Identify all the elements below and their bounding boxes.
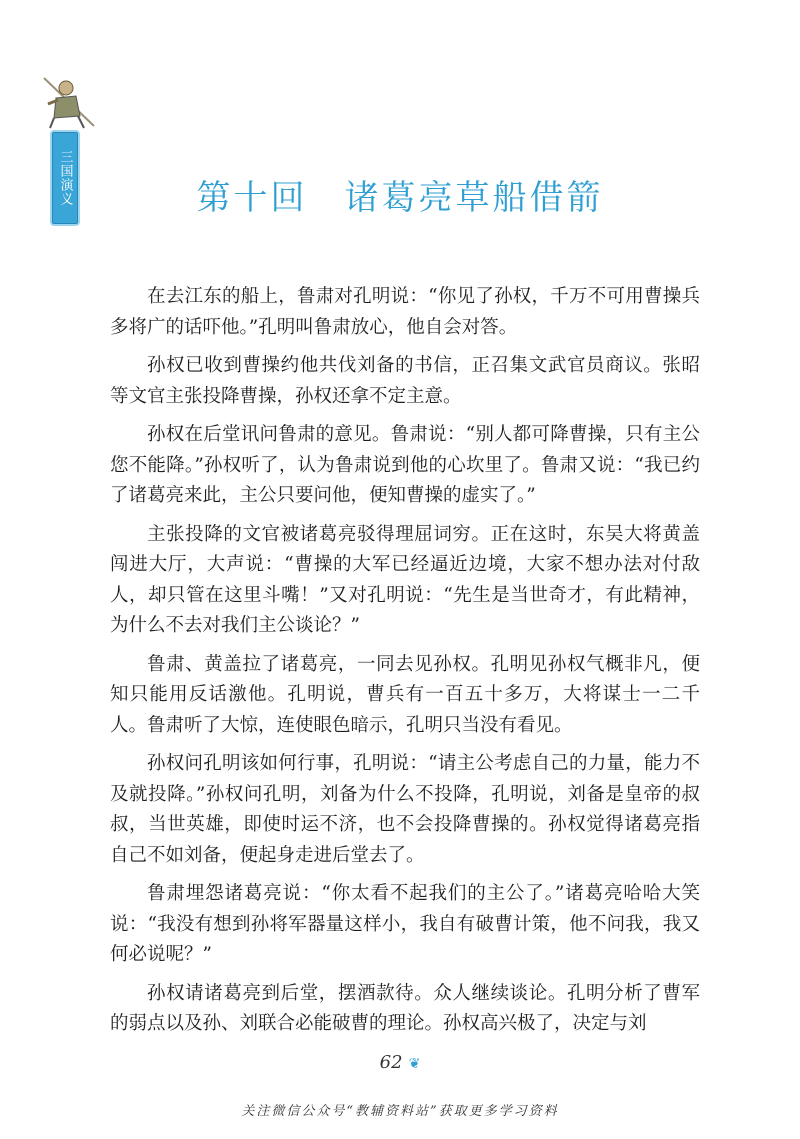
leaf-ornament-icon: ❦: [408, 1056, 421, 1072]
paragraph: 孙权在后堂讯问鲁肃的意见。鲁肃说：“别人都可降曹操，只有主公您不能降。”孙权听了，认为鲁肃说到他的心坎里了。鲁肃又说：“我已约了诸葛亮来此，主公只要问他，便知曹操的虚实了。”: [110, 424, 700, 506]
paragraph: 在去江东的船上，鲁肃对孔明说：“你见了孙权，千万不可用曹操兵多将广的话吓他。”孔明叫鲁肃放心，他自会对答。: [110, 286, 700, 338]
page-number-text: 62: [379, 1052, 403, 1073]
paragraph: 孙权请诸葛亮到后堂，摆酒款待。众人继续谈论。孔明分析了曹军的弱点以及孙、刘联合必能破曹的理论。孙权高兴极了，决定与刘: [110, 982, 700, 1034]
paragraph: 孙权问孔明该如何行事，孔明说：“请主公考虑自己的力量，能力不及就投降。”孙权问孔明，刘备为什么不投降，孔明说，刘备是皇帝的叔叔，当世英雄，即使时运不济，也不会投降曹操的。孙权觉得诸葛亮指自己不如刘备，便起身走进后堂去了。: [110, 753, 700, 866]
chapter-title: 第十回 诸葛亮草船借箭: [196, 178, 604, 218]
book-title-label: 三国演义: [57, 150, 73, 206]
paragraph: 主张投降的文官被诸葛亮驳得理屈词穷。正在这时，东吴大将黄盖闯进大厅，大声说：“曹操的大军已经逼近边境，大家不想办法对付敌人，却只管在这里斗嘴！”又对孔明说：“先生是当世奇才，有此精神，为什么不去对我们主公谈论？”: [110, 523, 700, 636]
page-number: [0, 1052, 800, 1073]
footer-watermark-note: 关注微信公众号“教辅资料站”获取更多学习资料: [241, 1104, 559, 1119]
paragraph: 鲁肃埋怨诸葛亮说：“你太看不起我们的主公了。”诸葛亮哈哈大笑说：“我没有想到孙将军器量这样小，我自有破曹计策，他不问我，我又何必说呢？”: [110, 883, 700, 965]
story-body: [110, 282, 700, 1048]
warrior-figure-illustration: [38, 70, 98, 130]
paragraph: 孙权已收到曹操约他共伐刘备的书信，正召集文武官员商议。张昭等文官主张投降曹操，孙权还拿不定主意。: [110, 355, 700, 407]
paragraph: 鲁肃、黄盖拉了诸葛亮，一同去见孙权。孔明见孙权气概非凡，便知只能用反话激他。孔明说，曹兵有一百五十多万，大将谋士一二千人。鲁肃听了大惊，连使眼色暗示，孔明只当没有看见。: [110, 653, 700, 736]
